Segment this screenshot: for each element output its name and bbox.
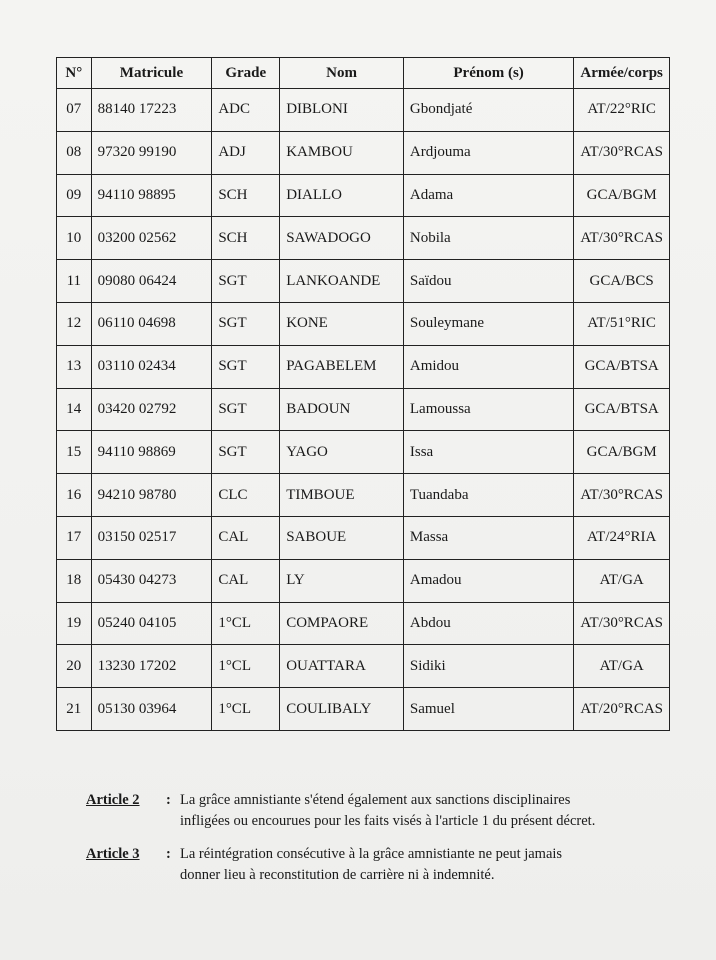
- cell-nom: PAGABELEM: [280, 345, 404, 388]
- cell-matricule: 97320 99190: [91, 131, 212, 174]
- article-colon: :: [166, 792, 171, 808]
- cell-number: 19: [57, 602, 92, 645]
- cell-prenom: Souleymane: [403, 302, 573, 345]
- cell-number: 13: [57, 345, 92, 388]
- cell-number: 21: [57, 688, 92, 731]
- cell-grade: SGT: [212, 431, 280, 474]
- cell-corps: AT/30°RCAS: [574, 131, 670, 174]
- cell-number: 12: [57, 302, 92, 345]
- cell-matricule: 94210 98780: [91, 474, 212, 517]
- table-row: [57, 602, 670, 645]
- cell-corps: AT/51°RIC: [574, 302, 670, 345]
- cell-number: 18: [57, 559, 92, 602]
- cell-number: 17: [57, 516, 92, 559]
- table-row: [57, 559, 670, 602]
- cell-matricule: 88140 17223: [91, 89, 212, 132]
- cell-matricule: 06110 04698: [91, 302, 212, 345]
- cell-nom: TIMBOUE: [280, 474, 404, 517]
- cell-grade: CLC: [212, 474, 280, 517]
- cell-grade: 1°CL: [212, 602, 280, 645]
- table-row: [57, 431, 670, 474]
- cell-corps: GCA/BTSA: [574, 345, 670, 388]
- table-row: [57, 516, 670, 559]
- article-text: [176, 790, 595, 832]
- col-header-grade: Grade: [212, 58, 280, 89]
- cell-number: 16: [57, 474, 92, 517]
- table-row: [57, 217, 670, 260]
- cell-matricule: 03200 02562: [91, 217, 212, 260]
- cell-prenom: Ardjouma: [403, 131, 573, 174]
- cell-matricule: 03420 02792: [91, 388, 212, 431]
- cell-prenom: Gbondjaté: [403, 89, 573, 132]
- cell-matricule: 03110 02434: [91, 345, 212, 388]
- cell-grade: CAL: [212, 559, 280, 602]
- cell-matricule: 13230 17202: [91, 645, 212, 688]
- col-header-matricule: Matricule: [91, 58, 212, 89]
- cell-corps: AT/20°RCAS: [574, 688, 670, 731]
- cell-number: 09: [57, 174, 92, 217]
- table-row: [57, 645, 670, 688]
- cell-number: 15: [57, 431, 92, 474]
- cell-nom: COULIBALY: [280, 688, 404, 731]
- cell-number: 07: [57, 89, 92, 132]
- table-header-row: [57, 58, 670, 89]
- cell-corps: AT/GA: [574, 645, 670, 688]
- cell-grade: ADC: [212, 89, 280, 132]
- personnel-table: [56, 57, 670, 731]
- cell-prenom: Sidiki: [403, 645, 573, 688]
- cell-nom: KAMBOU: [280, 131, 404, 174]
- cell-matricule: 03150 02517: [91, 516, 212, 559]
- cell-number: 11: [57, 260, 92, 303]
- cell-nom: DIBLONI: [280, 89, 404, 132]
- cell-nom: SABOUE: [280, 516, 404, 559]
- cell-prenom: Saïdou: [403, 260, 573, 303]
- cell-grade: ADJ: [212, 131, 280, 174]
- cell-matricule: 05430 04273: [91, 559, 212, 602]
- cell-grade: CAL: [212, 516, 280, 559]
- article-label: Article 2: [86, 792, 140, 808]
- cell-grade: SGT: [212, 302, 280, 345]
- cell-prenom: Adama: [403, 174, 573, 217]
- cell-corps: AT/30°RCAS: [574, 217, 670, 260]
- cell-corps: GCA/BGM: [574, 174, 670, 217]
- cell-nom: BADOUN: [280, 388, 404, 431]
- table-row: [57, 474, 670, 517]
- article-label: Article 3: [86, 846, 140, 862]
- table-row: [57, 131, 670, 174]
- table-row: [57, 260, 670, 303]
- cell-corps: AT/30°RCAS: [574, 474, 670, 517]
- cell-nom: DIALLO: [280, 174, 404, 217]
- cell-grade: 1°CL: [212, 688, 280, 731]
- cell-prenom: Abdou: [403, 602, 573, 645]
- cell-corps: GCA/BGM: [574, 431, 670, 474]
- cell-prenom: Amadou: [403, 559, 573, 602]
- cell-matricule: 94110 98869: [91, 431, 212, 474]
- col-header-corps: Armée/corps: [574, 58, 670, 89]
- articles-section: [86, 790, 686, 898]
- cell-corps: AT/GA: [574, 559, 670, 602]
- article-text-line: La réintégration consécutive à la grâce amnistiante ne peut jamais: [180, 846, 563, 862]
- cell-nom: LANKOANDE: [280, 260, 404, 303]
- cell-grade: SCH: [212, 217, 280, 260]
- article-3: [86, 844, 686, 886]
- cell-grade: SGT: [212, 388, 280, 431]
- article-text-line: donner lieu à reconstitution de carrière ni à indemnité.: [180, 867, 495, 883]
- article-text: [176, 844, 562, 886]
- cell-number: 10: [57, 217, 92, 260]
- cell-corps: GCA/BTSA: [574, 388, 670, 431]
- cell-number: 20: [57, 645, 92, 688]
- cell-grade: SGT: [212, 345, 280, 388]
- cell-number: 14: [57, 388, 92, 431]
- table-row: [57, 89, 670, 132]
- cell-nom: YAGO: [280, 431, 404, 474]
- table-row: [57, 174, 670, 217]
- cell-nom: COMPAORE: [280, 602, 404, 645]
- table-row: [57, 345, 670, 388]
- cell-nom: SAWADOGO: [280, 217, 404, 260]
- table-row: [57, 388, 670, 431]
- cell-prenom: Issa: [403, 431, 573, 474]
- article-colon: :: [166, 846, 171, 862]
- cell-grade: SGT: [212, 260, 280, 303]
- article-text-line: La grâce amnistiante s'étend également aux sanctions disciplinaires: [180, 792, 571, 808]
- cell-matricule: 09080 06424: [91, 260, 212, 303]
- col-header-prenom: Prénom (s): [403, 58, 573, 89]
- col-header-nom: Nom: [280, 58, 404, 89]
- cell-nom: OUATTARA: [280, 645, 404, 688]
- cell-corps: AT/22°RIC: [574, 89, 670, 132]
- cell-matricule: 05130 03964: [91, 688, 212, 731]
- cell-prenom: Tuandaba: [403, 474, 573, 517]
- cell-prenom: Lamoussa: [403, 388, 573, 431]
- cell-grade: 1°CL: [212, 645, 280, 688]
- cell-nom: KONE: [280, 302, 404, 345]
- cell-nom: LY: [280, 559, 404, 602]
- cell-number: 08: [57, 131, 92, 174]
- cell-matricule: 94110 98895: [91, 174, 212, 217]
- col-header-number: N°: [57, 58, 92, 89]
- cell-prenom: Samuel: [403, 688, 573, 731]
- article-2: [86, 790, 686, 832]
- cell-corps: AT/24°RIA: [574, 516, 670, 559]
- table-row: [57, 302, 670, 345]
- cell-matricule: 05240 04105: [91, 602, 212, 645]
- cell-grade: SCH: [212, 174, 280, 217]
- article-text-line: infligées ou encourues pour les faits visés à l'article 1 du présent décret.: [180, 813, 596, 829]
- cell-prenom: Nobila: [403, 217, 573, 260]
- cell-corps: AT/30°RCAS: [574, 602, 670, 645]
- cell-prenom: Amidou: [403, 345, 573, 388]
- table-row: [57, 688, 670, 731]
- cell-corps: GCA/BCS: [574, 260, 670, 303]
- cell-prenom: Massa: [403, 516, 573, 559]
